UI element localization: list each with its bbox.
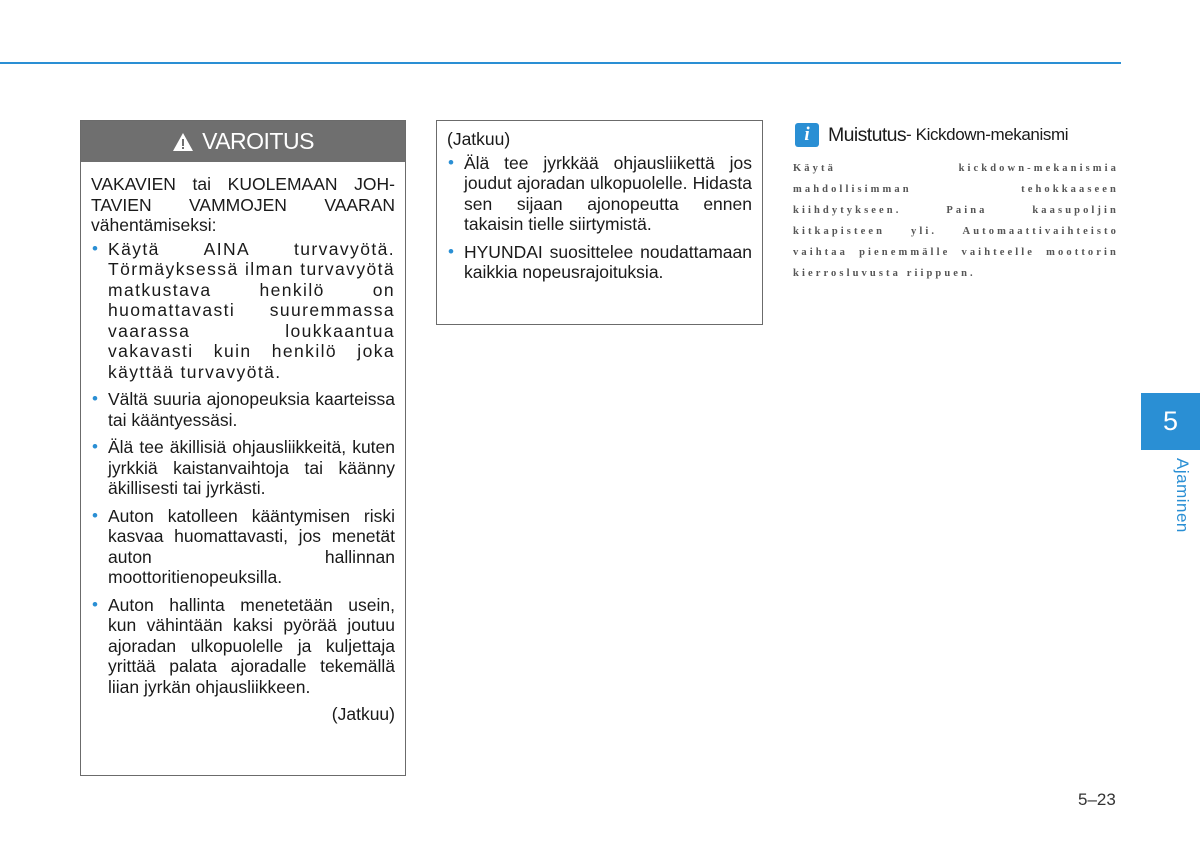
list-item: • Käytä AINA turvavyötä. Törmäyksessä ilman turvavyötä matkustava henkilö on huomattavasti suuremmassa vaarassa loukkaantua vakavasti kuin henkilö joka käyttää turvavyötä.	[92, 238, 395, 382]
list-item: • Älä tee jyrkkää ohjausliikettä jos joudut ajoradan ulkopuolelle. Hidasta sen sijaan ajonopeutta ennen takaisin tielle siirtymistä.	[448, 152, 752, 234]
list-item: • HYUNDAI suosittelee noudattamaan kaikkia nopeusrajoituksia.	[448, 241, 752, 282]
continuation-box	[436, 120, 763, 325]
bullet-icon: •	[92, 437, 98, 456]
note-title: Muistutus	[828, 123, 907, 146]
list-item: • Vältä suuria ajonopeuksia kaarteissa tai kääntyessäsi.	[92, 389, 395, 430]
info-icon: i	[795, 123, 819, 147]
bullet-icon: •	[448, 241, 454, 261]
warning-continued: (Jatkuu)	[331, 704, 395, 724]
continuation-list	[447, 153, 752, 283]
page-number: 5–23	[1078, 790, 1116, 809]
warning-header	[81, 121, 405, 162]
note-body: Käytä kickdown-mekanismia mahdollisimman tehokkaaseen kiihdytykseen. Paina kaasupoljin kitkapisteen yli. Automaattivaihteisto vaihtaa pienemmälle vaihteelle moottorin kierrosluvusta riippuen.	[793, 163, 1119, 279]
warning-body	[81, 162, 405, 725]
chapter-name: Ajaminen	[1173, 458, 1192, 533]
list-item: • Auton katolleen kääntymisen riski kasvaa huomattavasti, jos menetät auton hallinnan moottoritienopeuksilla.	[92, 505, 395, 587]
bullet-icon: •	[92, 389, 98, 408]
list-item: • Älä tee äkillisiä ohjausliikkeitä, kuten jyrkkiä kaistanvaihtoja tai käänny äkillisesti tai jyrkästi.	[92, 437, 395, 498]
bullet-icon: •	[92, 238, 98, 258]
warning-lead: VAKAVIEN tai KUOLEMAAN JOH-TAVIEN VAMMOJEN VAARAN vähentämiseksi:	[91, 174, 395, 235]
note-heading	[795, 122, 1125, 148]
top-rule	[0, 62, 1121, 64]
continuation-label: (Jatkuu)	[447, 129, 511, 149]
chapter-tab: 5	[1141, 393, 1200, 450]
bullet-icon: •	[92, 505, 98, 525]
warning-box	[80, 120, 406, 776]
bullet-icon: •	[92, 594, 98, 614]
warning-list	[91, 239, 395, 698]
warning-title: VAROITUS	[202, 128, 314, 154]
note-subtitle: - Kickdown-mekanismi	[906, 125, 1069, 144]
warning-triangle-icon	[172, 132, 194, 152]
bullet-icon: •	[448, 152, 454, 172]
list-item: • Auton hallinta menetetään usein, kun vähintään kaksi pyörää joutuu ajoradan ulkopuolelle ja kuljettaja yrittää palata ajoradalle tekemällä liian jyrkän ohjausliikkeen.	[92, 594, 395, 697]
